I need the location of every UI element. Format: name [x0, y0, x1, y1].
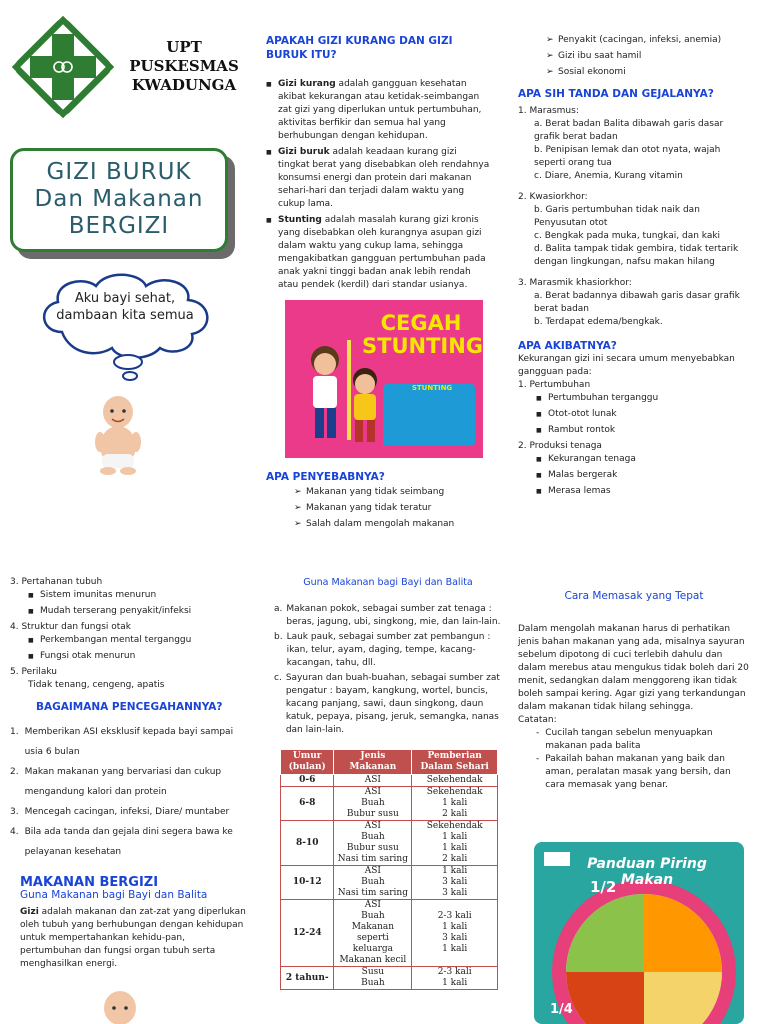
age-cell: 0-6 — [281, 775, 334, 787]
food-cell: ASI Buah Makanan seperti keluarga Makanan kecil — [334, 900, 412, 967]
effect-group: 5. Perilaku Tidak tenang, cengeng, apatis — [10, 666, 246, 692]
table-row — [281, 900, 498, 967]
age-cell: 8-10 — [281, 821, 334, 866]
list-item: ■ Mudah terserang penyakit/infeksi — [28, 605, 246, 618]
list-item: ■ Pertumbuhan terganggu — [536, 392, 750, 405]
baby-photo-icon — [98, 986, 142, 1024]
cause-list — [294, 486, 490, 531]
bubble-text: Aku bayi sehat, dambaan kita semua — [56, 291, 194, 323]
frequency-cell: 2-3 kali 1 kali 3 kali 1 kali — [412, 900, 498, 967]
food-cell: Susu Buah — [334, 967, 412, 990]
list-item: 3. Mencegah cacingan, infeksi, Diare/ muntaber — [10, 807, 230, 817]
signs-group: 3. Marasmik khasiorkhor: a. Berat badannya dibawah garis dasar grafik berat badan b. Terdapat edema/bengkak. — [518, 278, 740, 327]
heading-use: Guna Makanan bagi Bayi dan Balita — [303, 577, 473, 588]
heading-effect: APA AKIBATNYA? — [518, 340, 617, 352]
frequency-cell: Sekehendak 1 kali 2 kali — [412, 787, 498, 821]
heading-prevent: BAGAIMANA PENCEGAHANNYA? — [36, 701, 223, 713]
table-header-cell: Jenis Makanan — [334, 750, 412, 775]
list-item: ➢ Makanan yang tidak seimbang — [294, 486, 490, 499]
heading-cook: Cara Memasak yang Tepat — [564, 590, 704, 602]
list-item: 1. Memberikan ASI eksklusif kepada bayi sampai usia 6 bulan — [10, 727, 234, 757]
list-item: 2. Makan makanan yang bervariasi dan cukup mengandung kalori dan protein — [10, 767, 222, 797]
nutrition-text: Gizi adalah makanan dan zat-zat yang diperlukan oleh tubuh yang berhubungan dengan kehidupan untuk mempertahankan kehidu-pan, pertumbuhan dan fungsi organ tubuh serta menghasilkan energi. — [20, 907, 246, 969]
list-item: ■ Sistem imunitas menurun — [28, 589, 246, 602]
feeding-table — [280, 749, 498, 990]
definition-item: ■ Gizi buruk adalah keadaan kurang gizi tingkat berat yang disebabkan oleh rendahnya konsumsi energi dan protein dari makanan sehari-hari dan terjadi dalam waktu yang cukup lama. — [266, 146, 490, 211]
table-row — [281, 866, 498, 900]
upt-name: UPT PUSKESMAS KWADUNGA — [129, 38, 239, 94]
table-header — [281, 750, 498, 775]
list-item: ➢ Penyakit (cacingan, infeksi, anemia) — [546, 34, 750, 47]
age-cell: 6-8 — [281, 787, 334, 821]
list-item: ■ Rambut rontok — [536, 424, 750, 437]
table-row — [281, 967, 498, 990]
heading-nutrition: MAKANAN BERGIZI — [20, 875, 159, 890]
table-row — [281, 821, 498, 866]
piring-title: Panduan Piring Makan — [587, 856, 707, 888]
list-item: ■ Malas bergerak — [536, 469, 750, 482]
list-item: a. Makanan pokok, sebagai sumber zat tenaga : beras, jagung, ubi, singkong, mie, dan lain-lain. — [274, 604, 501, 627]
list-item: 4. Bila ada tanda dan gejala dini segera bawa ke pelayanan kesehatan — [10, 827, 233, 857]
frequency-cell: Sekehendak 1 kali 1 kali 2 kali — [412, 821, 498, 866]
heading-what: APAKAH GIZI KURANG DAN GIZI BURUK ITU? — [266, 35, 453, 61]
subheading-nutrition: Guna Makanan bagi Bayi dan Balita — [20, 889, 208, 901]
food-cell: ASI Buah Bubur susu — [334, 787, 412, 821]
list-item: ■ Fungsi otak menurun — [28, 650, 246, 663]
definition-item: ■ Stunting adalah masalah kurang gizi kronis yang disebabkan oleh kurangnya asupan gizi dalam waktu yang cukup lama, sehingga mengakibatkan gangguan pertumbuhan pada anak yakni tinggi badan anak lebih rendah atau pendek (kerdil) dari standar usianya. — [266, 214, 490, 292]
table-header-cell: Pemberian Dalam Sehari — [412, 750, 498, 775]
effect-group: 1. Pertumbuhan ■ Pertumbuhan terganggu ■ Otot-otot lunak ■ Rambut rontok — [518, 379, 750, 437]
frequency-cell: 2-3 kali 1 kali — [412, 967, 498, 990]
age-cell: 12-24 — [281, 900, 334, 967]
definition-item: ■ Gizi kurang adalah gangguan kesehatan akibat kekurangan atau ketidak-seimbangan zat gizi yang diperlukan untuk pertumbuhan, aktivitas berfikir dan semua hal yang berhubungan dengan kehidupan. — [266, 78, 490, 143]
food-cell: ASI — [334, 775, 412, 787]
age-cell: 10-12 — [281, 866, 334, 900]
poster-title: CEGAH STUNTING — [362, 311, 484, 358]
piring-half-label: 1/2 — [590, 878, 617, 896]
notes-list — [536, 727, 750, 792]
effect-intro: Kekurangan gizi ini secara umum menyebabkan gangguan pada: — [518, 354, 735, 377]
effect-group: 3. Pertahanan tubuh ■ Sistem imunitas menurun ■ Mudah terserang penyakit/infeksi — [10, 576, 246, 618]
section-cause — [266, 470, 490, 534]
list-item: - Cucilah tangan sebelun menyuapkan makanan pada balita — [536, 728, 713, 751]
frequency-cell: Sekehendak — [412, 775, 498, 787]
brochure-title: GIZI BURUK Dan Makanan BERGIZI — [10, 148, 228, 252]
heading-cause: APA PENYEBABNYA? — [266, 471, 385, 483]
list-item: ➢ Sosial ekonomi — [546, 66, 750, 79]
list-item: ■ Merasa lemas — [536, 485, 750, 498]
baby-photo-icon — [88, 392, 148, 476]
thought-bubble-icon — [32, 270, 218, 382]
use-list — [274, 603, 502, 737]
list-item: ■ Otot-otot lunak — [536, 408, 750, 421]
effect-group: 2. Produksi tenaga ■ Kekurangan tenaga ■ Malas bergerak ■ Merasa lemas — [518, 440, 750, 498]
frequency-cell: 1 kali 3 kali 3 kali — [412, 866, 498, 900]
column-signs — [518, 34, 750, 501]
cook-paragraph: Dalam mengolah makanan harus di perhatikan jenis bahan makanan yang ada, misalnya sayuran sebelum dipotong di cuci terlebih dahulu dan dalam merebus atau mengukus tidak boleh dari 20 menit, sedangkan dalam menggoreng ikan tidak boleh sampai kering. Agar gizi yang terkandungan dalam makanan tidak hilang sehingga. — [518, 624, 749, 712]
poster-label: STUNTING — [411, 384, 453, 392]
list-item: c. Sayuran dan buah-buahan, sebagai sumber zat pengatur : bayam, kangkung, wortel, buncis, kacang panjang, sawi, daun singkong, daun katuk, pepaya, pisang, jeruk, semangka, nanas dan lain-lain. — [274, 673, 500, 735]
heading-signs: APA SIH TANDA DAN GEJALANYA? — [518, 88, 714, 100]
behavior-text: Tidak tenang, cengeng, apatis — [28, 680, 165, 690]
list-item: ➢ Makanan yang tidak teratur — [294, 502, 490, 515]
prevent-list — [10, 722, 246, 862]
signs-group: 2. Kwasiorkhor: b. Garis pertumbuhan tidak naik dan Penyusutan otot c. Bengkak pada muka, tungkai, dan kaki d. Balita tampak tidak gembira, tidak tertarik dengan lingkungan, nafsu makan hilang — [518, 192, 739, 267]
table-row — [281, 787, 498, 821]
food-cell: ASI Buah Nasi tim saring — [334, 866, 412, 900]
list-item: ➢ Salah dalam mengolah makanan — [294, 518, 490, 531]
signs-group: 1. Marasmus: a. Berat badan Balita dibawah garis dasar grafik berat badan b. Penipisan lemak dan otot nyata, wajah seperti orang tua c. Diare, Anemia, Kurang vitamin — [518, 106, 724, 181]
list-item: - Pakailah bahan makanan yang baik dan aman, peralatan masak yang bersih, dan cara memasak yang benar. — [536, 754, 731, 790]
puskesmas-logo-icon — [12, 16, 114, 118]
column-effects-prevention — [10, 576, 246, 971]
column-food-uses — [274, 576, 502, 990]
table-header-cell: Umur (bulan) — [281, 750, 334, 775]
list-item: ■ Kekurangan tenaga — [536, 453, 750, 466]
cause-list-continued — [546, 34, 750, 79]
list-item: ■ Perkembangan mental terganggu — [28, 634, 246, 647]
column-definitions — [266, 34, 490, 295]
notes-label: Catatan: — [518, 715, 557, 725]
column-cooking — [518, 590, 750, 792]
definition-list — [266, 78, 490, 292]
list-item: ➢ Gizi ibu saat hamil — [546, 50, 750, 63]
age-cell: 2 tahun- — [281, 967, 334, 990]
food-cell: ASI Buah Bubur susu Nasi tim saring — [334, 821, 412, 866]
table-row — [281, 775, 498, 787]
list-item: b. Lauk pauk, sebagai sumber zat pembangun : ikan, telur, ayam, daging, tempe, kacang-kacangan, tahu, dll. — [274, 632, 491, 668]
effect-group: 4. Struktur dan fungsi otak ■ Perkembangan mental terganggu ■ Fungsi otak menurun — [10, 621, 246, 663]
piring-quarter-label: 1/4 — [550, 1002, 573, 1017]
